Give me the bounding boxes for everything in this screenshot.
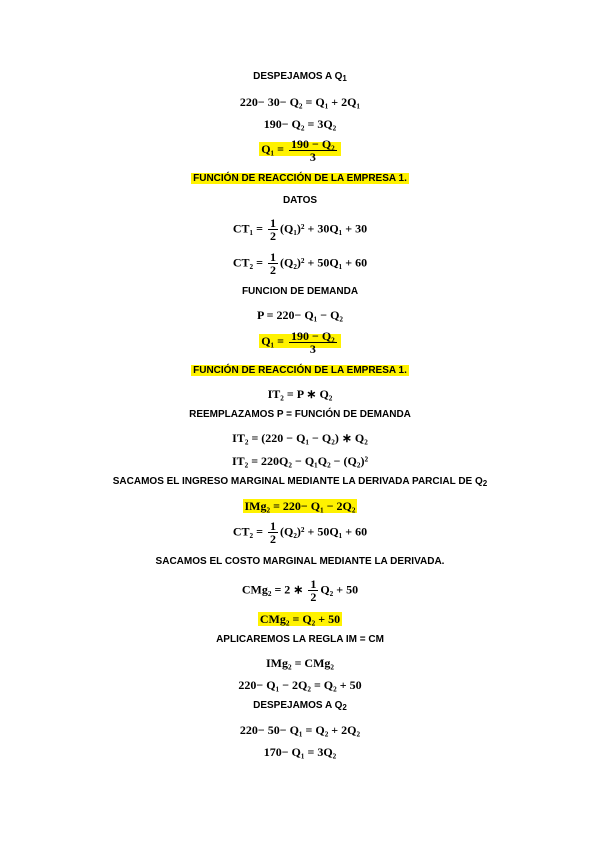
- fraction: $\frac{\text{190 − Q₂}}{3}$: [291, 137, 335, 164]
- equation-it2-sub: IT₂ = (220 − Q₁ − Q₂) ∗ Q₂: [232, 431, 368, 445]
- heading-despejamos-q2: DESPEJAMOS A $Q_2$: [253, 700, 347, 712]
- label-regla: APLICAREMOS LA REGLA IM = CM: [216, 634, 384, 645]
- highlight: Q₁ = $\frac{\text{190 − Q₂}}{3}$: [259, 334, 341, 348]
- heading-despejamos-q1: [0, 72, 600, 83]
- fraction: $\frac{1}{2}$: [269, 519, 276, 546]
- equation-it2-def: IT₂ = P ∗ Q₂: [267, 387, 333, 401]
- equation-img2-highlighted: IMg₂ = 220− Q₁ − 2Q₂: [244, 499, 356, 513]
- heading-text: DESPEJAMOS A Q: [253, 71, 343, 82]
- equation-ct1: CT₁ = $\frac{1}{2}$ (Q₁)² + 30Q₁ + 30: [232, 216, 368, 243]
- label-funcion-reaccion-1: FUNCIÓN DE REACCIÓN DE LA EMPRESA 1.: [193, 173, 407, 184]
- label-datos: DATOS: [282, 195, 318, 206]
- highlight: Q₁ = $\frac{\text{190 − Q₂}}{3}$: [259, 142, 341, 156]
- fraction: $\frac{1}{2}$: [269, 216, 276, 243]
- equation-ct2: CT₂ = $\frac{1}{2}$ (Q₂)² + 50Q₁ + 60: [232, 250, 368, 277]
- equation-img-eq-cmg: IMg₂ = CMg₂: [265, 656, 335, 670]
- label-ingreso-marginal: SACAMOS EL INGRESO MARGINAL MEDIANTE LA DERIVADA PARCIAL DE $Q_2$: [112, 476, 488, 488]
- equation-1: 220− 30− Q₂ = Q₁ + 2Q₁: [239, 95, 361, 109]
- fraction: $\frac{1}{2}$: [269, 250, 276, 277]
- label-funcion-reaccion-1b: FUNCIÓN DE REACCIÓN DE LA EMPRESA 1.: [193, 365, 407, 376]
- label-funcion-demanda: FUNCION DE DEMANDA: [241, 286, 359, 297]
- equation-3-highlighted: [0, 138, 600, 163]
- equation-demanda: P = 220− Q₁ − Q₂: [256, 308, 344, 322]
- fraction: $\frac{1}{2}$: [310, 577, 317, 604]
- equation-cmg2-simple-highlighted: CMg₂ = Q₂ + 50: [259, 612, 341, 626]
- heading-sub: 1: [342, 74, 347, 83]
- equation-final-2: 220− 50− Q₁ = Q₂ + 2Q₂: [239, 723, 361, 737]
- equation-2: 190− Q₂ = 3Q₂: [263, 117, 337, 131]
- label-reemplazamos: REEMPLAZAMOS P = FUNCIÓN DE DEMANDA: [189, 409, 411, 420]
- equation-it2-exp: IT₂ = 220Q₂ − Q₁Q₂ − (Q₂)²: [231, 454, 369, 468]
- equation-ct2b: CT₂ = $\frac{1}{2}$ (Q₂)² + 50Q₁ + 60: [232, 519, 368, 546]
- equation-3b-highlighted: [0, 330, 600, 355]
- equation-final-1: 220− Q₁ − 2Q₂ = Q₂ + 50: [238, 678, 362, 692]
- equation-cmg2: CMg₂ = 2 ∗ $\frac{1}{2}$ Q₂ + 50: [241, 577, 359, 604]
- fraction: $\frac{\text{190 − Q₂}}{3}$: [291, 329, 335, 356]
- equation-final-3: 170− Q₁ = 3Q₂: [263, 745, 337, 759]
- label-costo-marginal: SACAMOS EL COSTO MARGINAL MEDIANTE LA DERIVADA.: [155, 556, 445, 567]
